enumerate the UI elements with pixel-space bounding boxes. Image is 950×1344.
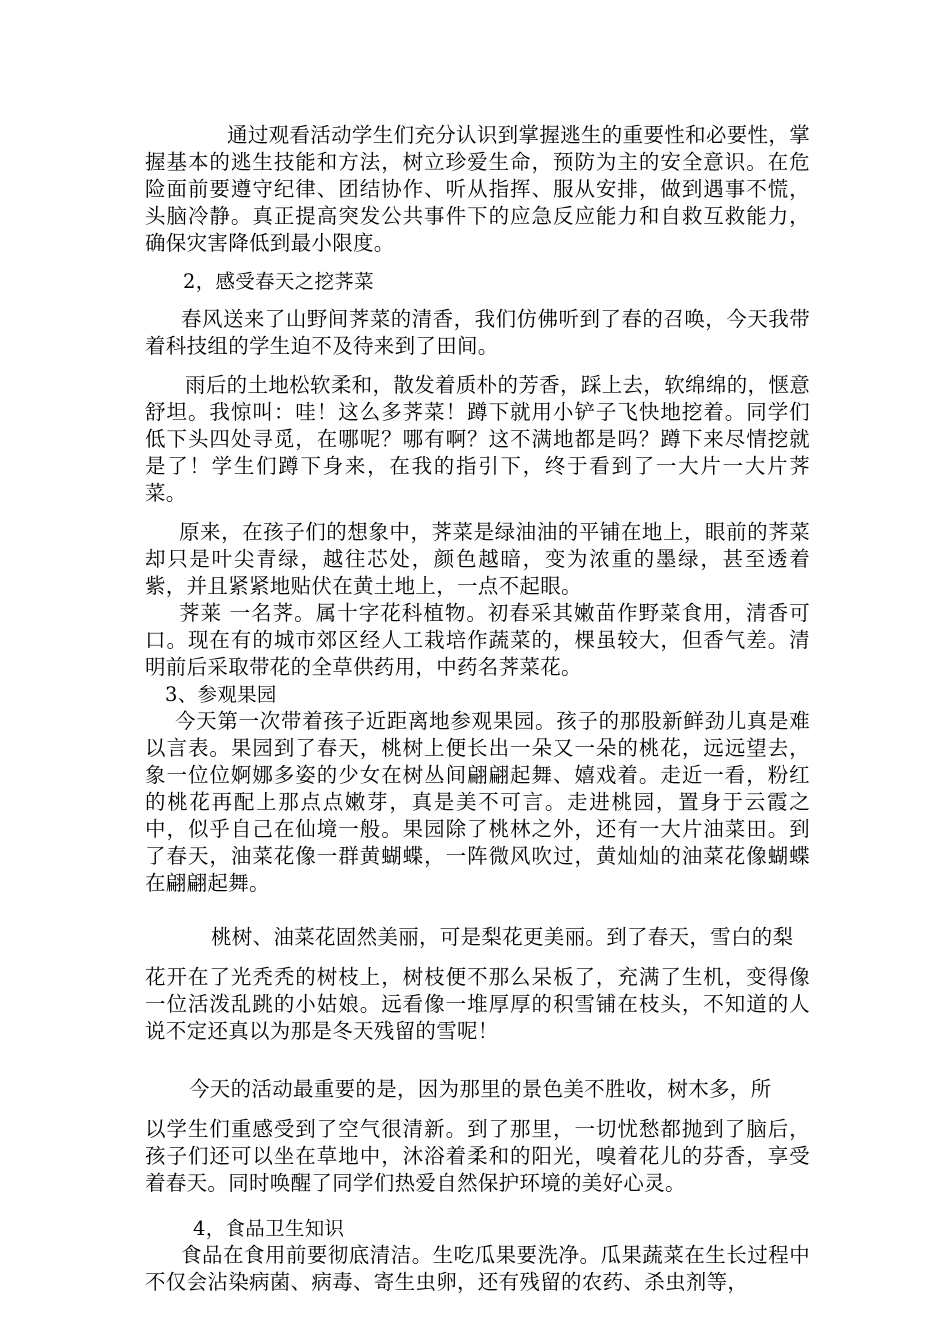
section-heading-2: 2，感受春天之挖荠菜 bbox=[183, 270, 374, 293]
paragraph-imagination: 原来，在孩子们的想象中，荠菜是绿油油的平铺在地上，眼前的荠菜却只是叶尖青绿，越往芯处，颜色越暗，变为浓重的墨绿，甚至透着紫，并且紧紧地贴伏在黄土地上，一点不起眼。 bbox=[145, 520, 810, 598]
paragraph-spring-breeze: 春风送来了山野间荠菜的清香，我们仿佛听到了春的召唤，今天我带着科技组的学生迫不及待来到了田间。 bbox=[145, 307, 810, 358]
paragraph-activity-rest: 以学生们重感受到了空气很清新。到了那里，一切忧愁都抛到了脑后，孩子们还可以坐在草地中，沐浴着柔和的阳光，嗅着花儿的芬香，享受着春天。同时唤醒了同学们热爱自然保护环境的美好心灵。 bbox=[145, 1117, 810, 1195]
paragraph-pear-blossom-first-line: 桃树、油菜花固然美丽，可是梨花更美丽。到了春天，雪白的梨 bbox=[211, 925, 794, 949]
paragraph-food-hygiene: 食品在食用前要彻底清洁。生吃瓜果要洗净。瓜果蔬菜在生长过程中不仅会沾染病菌、病毒、寄生虫卵，还有残留的农药、杀虫剂等， bbox=[145, 1243, 810, 1294]
paragraph-activity-first-line: 今天的活动最重要的是，因为那里的景色美不胜收，树木多，所 bbox=[189, 1077, 772, 1101]
paragraph-orchard-visit: 今天第一次带着孩子近距离地参观果园。孩子的那股新鲜劲儿真是难以言表。果园到了春天，桃树上便长出一朵又一朵的桃花，远远望去，象一位位婀娜多姿的少女在树丛间翩翩起舞、嬉戏着。走近一看，粉红的桃花再配上那点点嫩芽，真是美不可言。走进桃园，置身于云霞之中，似乎自己在仙境一般。果园除了桃林之外，还有一大片油菜田。到了春天，油菜花像一群黄蝴蝶，一阵微风吹过，黄灿灿的油菜花像蝴蝶在翩翩起舞。 bbox=[145, 709, 810, 895]
document-body bbox=[145, 122, 810, 1296]
paragraph-pear-blossom-rest: 花开在了光秃秃的树枝上，树枝便不那么呆板了，充满了生机，变得像一位活泼乱跳的小姑娘。远看像一堆厚厚的积雪铺在枝头，不知道的人说不定还真以为那是冬天残留的雪呢！ bbox=[145, 965, 810, 1043]
section-heading-4: 4，食品卫生知识 bbox=[193, 1217, 345, 1240]
paragraph-shepherds-purse-info: 荠莱 一名荠。属十字花科植物。初春采其嫩苗作野菜食用，清香可口。现在有的城市郊区经人工栽培作蔬菜的，棵虽较大，但香气差。清明前后采取带花的全草供药用，中药名荠菜花。 bbox=[145, 601, 810, 679]
section-heading-3: 3、参观果园 bbox=[165, 683, 277, 706]
paragraph-escape-training: 通过观看活动学生们充分认识到掌握逃生的重要性和必要性，掌握基本的逃生技能和方法，树立珍爱生命，预防为主的安全意识。在危险面前要遵守纪律、团结协作、听从指挥、服从安排，做到遇事不慌，头脑冷静。真正提高突发公共事件下的应急反应能力和自救互救能力，确保灾害降低到最小限度。 bbox=[145, 123, 810, 255]
paragraph-after-rain: 雨后的土地松软柔和，散发着质朴的芳香，踩上去，软绵绵的，惬意舒坦。我惊叫：哇！这么多荠菜！蹲下就用小铲子飞快地挖着。同学们低下头四处寻觅，在哪呢？哪有啊？这不满地都是吗？蹲下来尽情挖就是了！学生们蹲下身来，在我的指引下，终于看到了一大片一大片荠菜。 bbox=[145, 373, 810, 505]
